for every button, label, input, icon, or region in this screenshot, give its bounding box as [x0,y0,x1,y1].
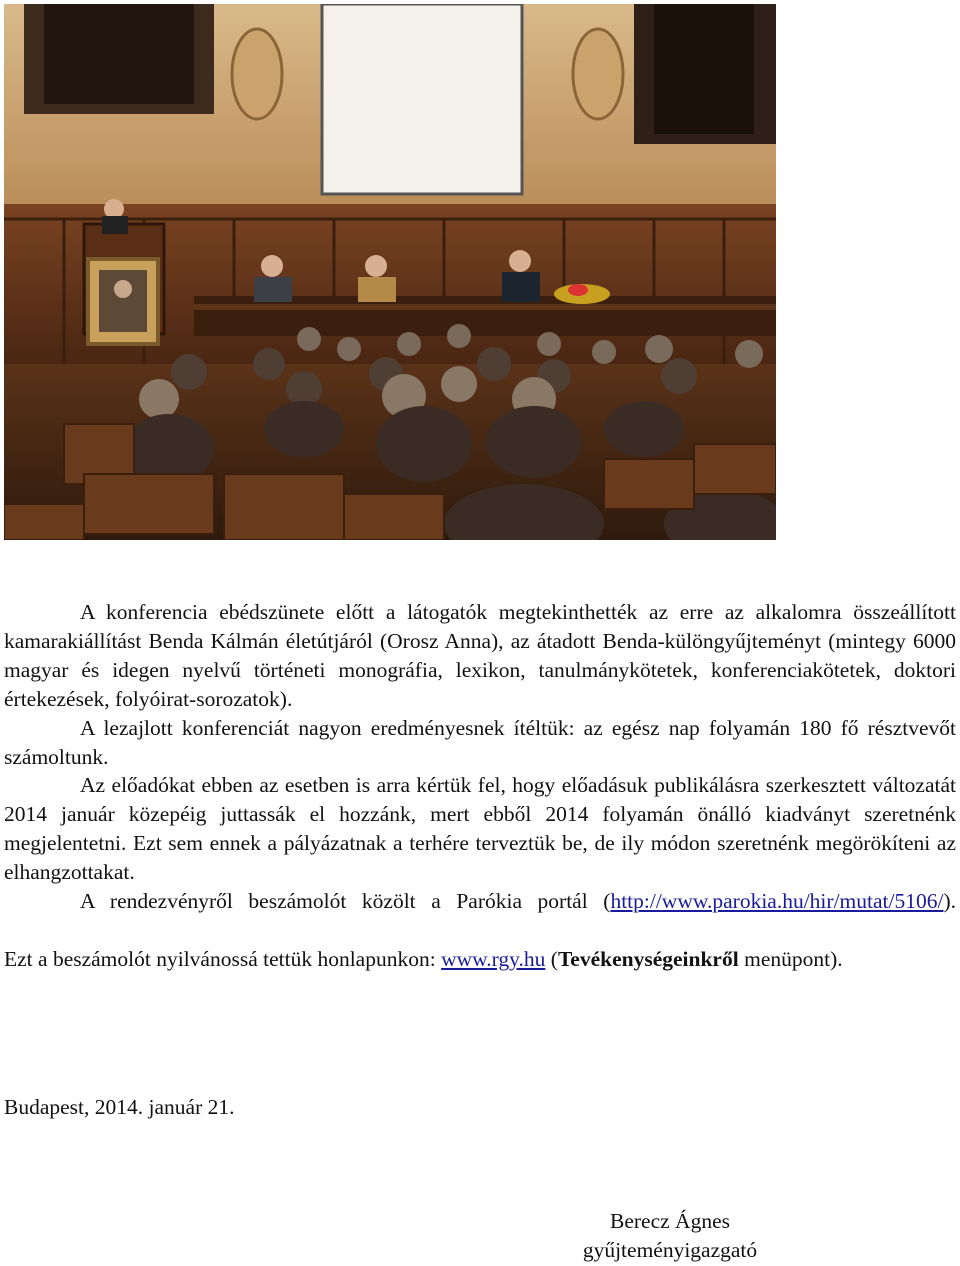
signatory-name: Berecz Ágnes [610,1209,730,1233]
rgy-link[interactable]: www.rgy.hu [441,946,546,971]
news-portal-text: A rendezvényről beszámolót közölt a Parókia portál ( [80,889,611,914]
website-text: Ezt a beszámolót nyilvánossá tettük honlapunkon: [4,946,442,971]
signatory-title: gyűjteményigazgató [582,1238,758,1262]
website-suffix: menüpont). [738,946,843,971]
news-portal-suffix: ). [943,889,956,914]
paragraph-news-portal [4,887,956,916]
report-body [4,598,956,974]
signature-block [560,1207,780,1265]
dateline: Budapest, 2014. január 21. [4,1095,235,1119]
conference-photo [4,4,776,540]
paragraph-exhibition: A konferencia ebédszünete előtt a látogatók megtekinthették az erre az alkalomra összeállított kamarakiállítást Benda Kálmán életútjáról (Orosz Anna), az átadott Benda-különgyűjteményt (mintegy 6000 magyar és idegen nyelvű történeti monográfia, lexikon, tanulmánykötetek, konferenciakötetek, doktori értekezések, folyóirat-sorozatok). [4,600,956,711]
conference-hall-illustration [4,4,776,540]
paragraph-attendance: A lezajlott konferenciát nagyon eredményesnek ítéltük: az egész nap folyamán 180 fő résztvevőt számoltunk. [4,715,956,769]
paragraph-publication: Az előadókat ebben az esetben is arra kértük fel, hogy előadásuk publikálásra szerkesztett változatát 2014 január közepéig juttassák el hozzánk, mert ebből 2014 folyamán önálló kiadványt szeretnénk megjelentetni. Ezt sem ennek a pályázatnak a terhére terveztük be, de ily módon szeretnénk megörökíteni az elhangzottakat. [4,773,956,885]
paragraph-website [4,945,956,974]
website-paren-open: ( [545,946,558,971]
parokia-link[interactable]: http://www.parokia.hu/hir/mutat/5106/ [610,889,944,914]
menu-name: Tevékenységeinkről [557,946,739,971]
